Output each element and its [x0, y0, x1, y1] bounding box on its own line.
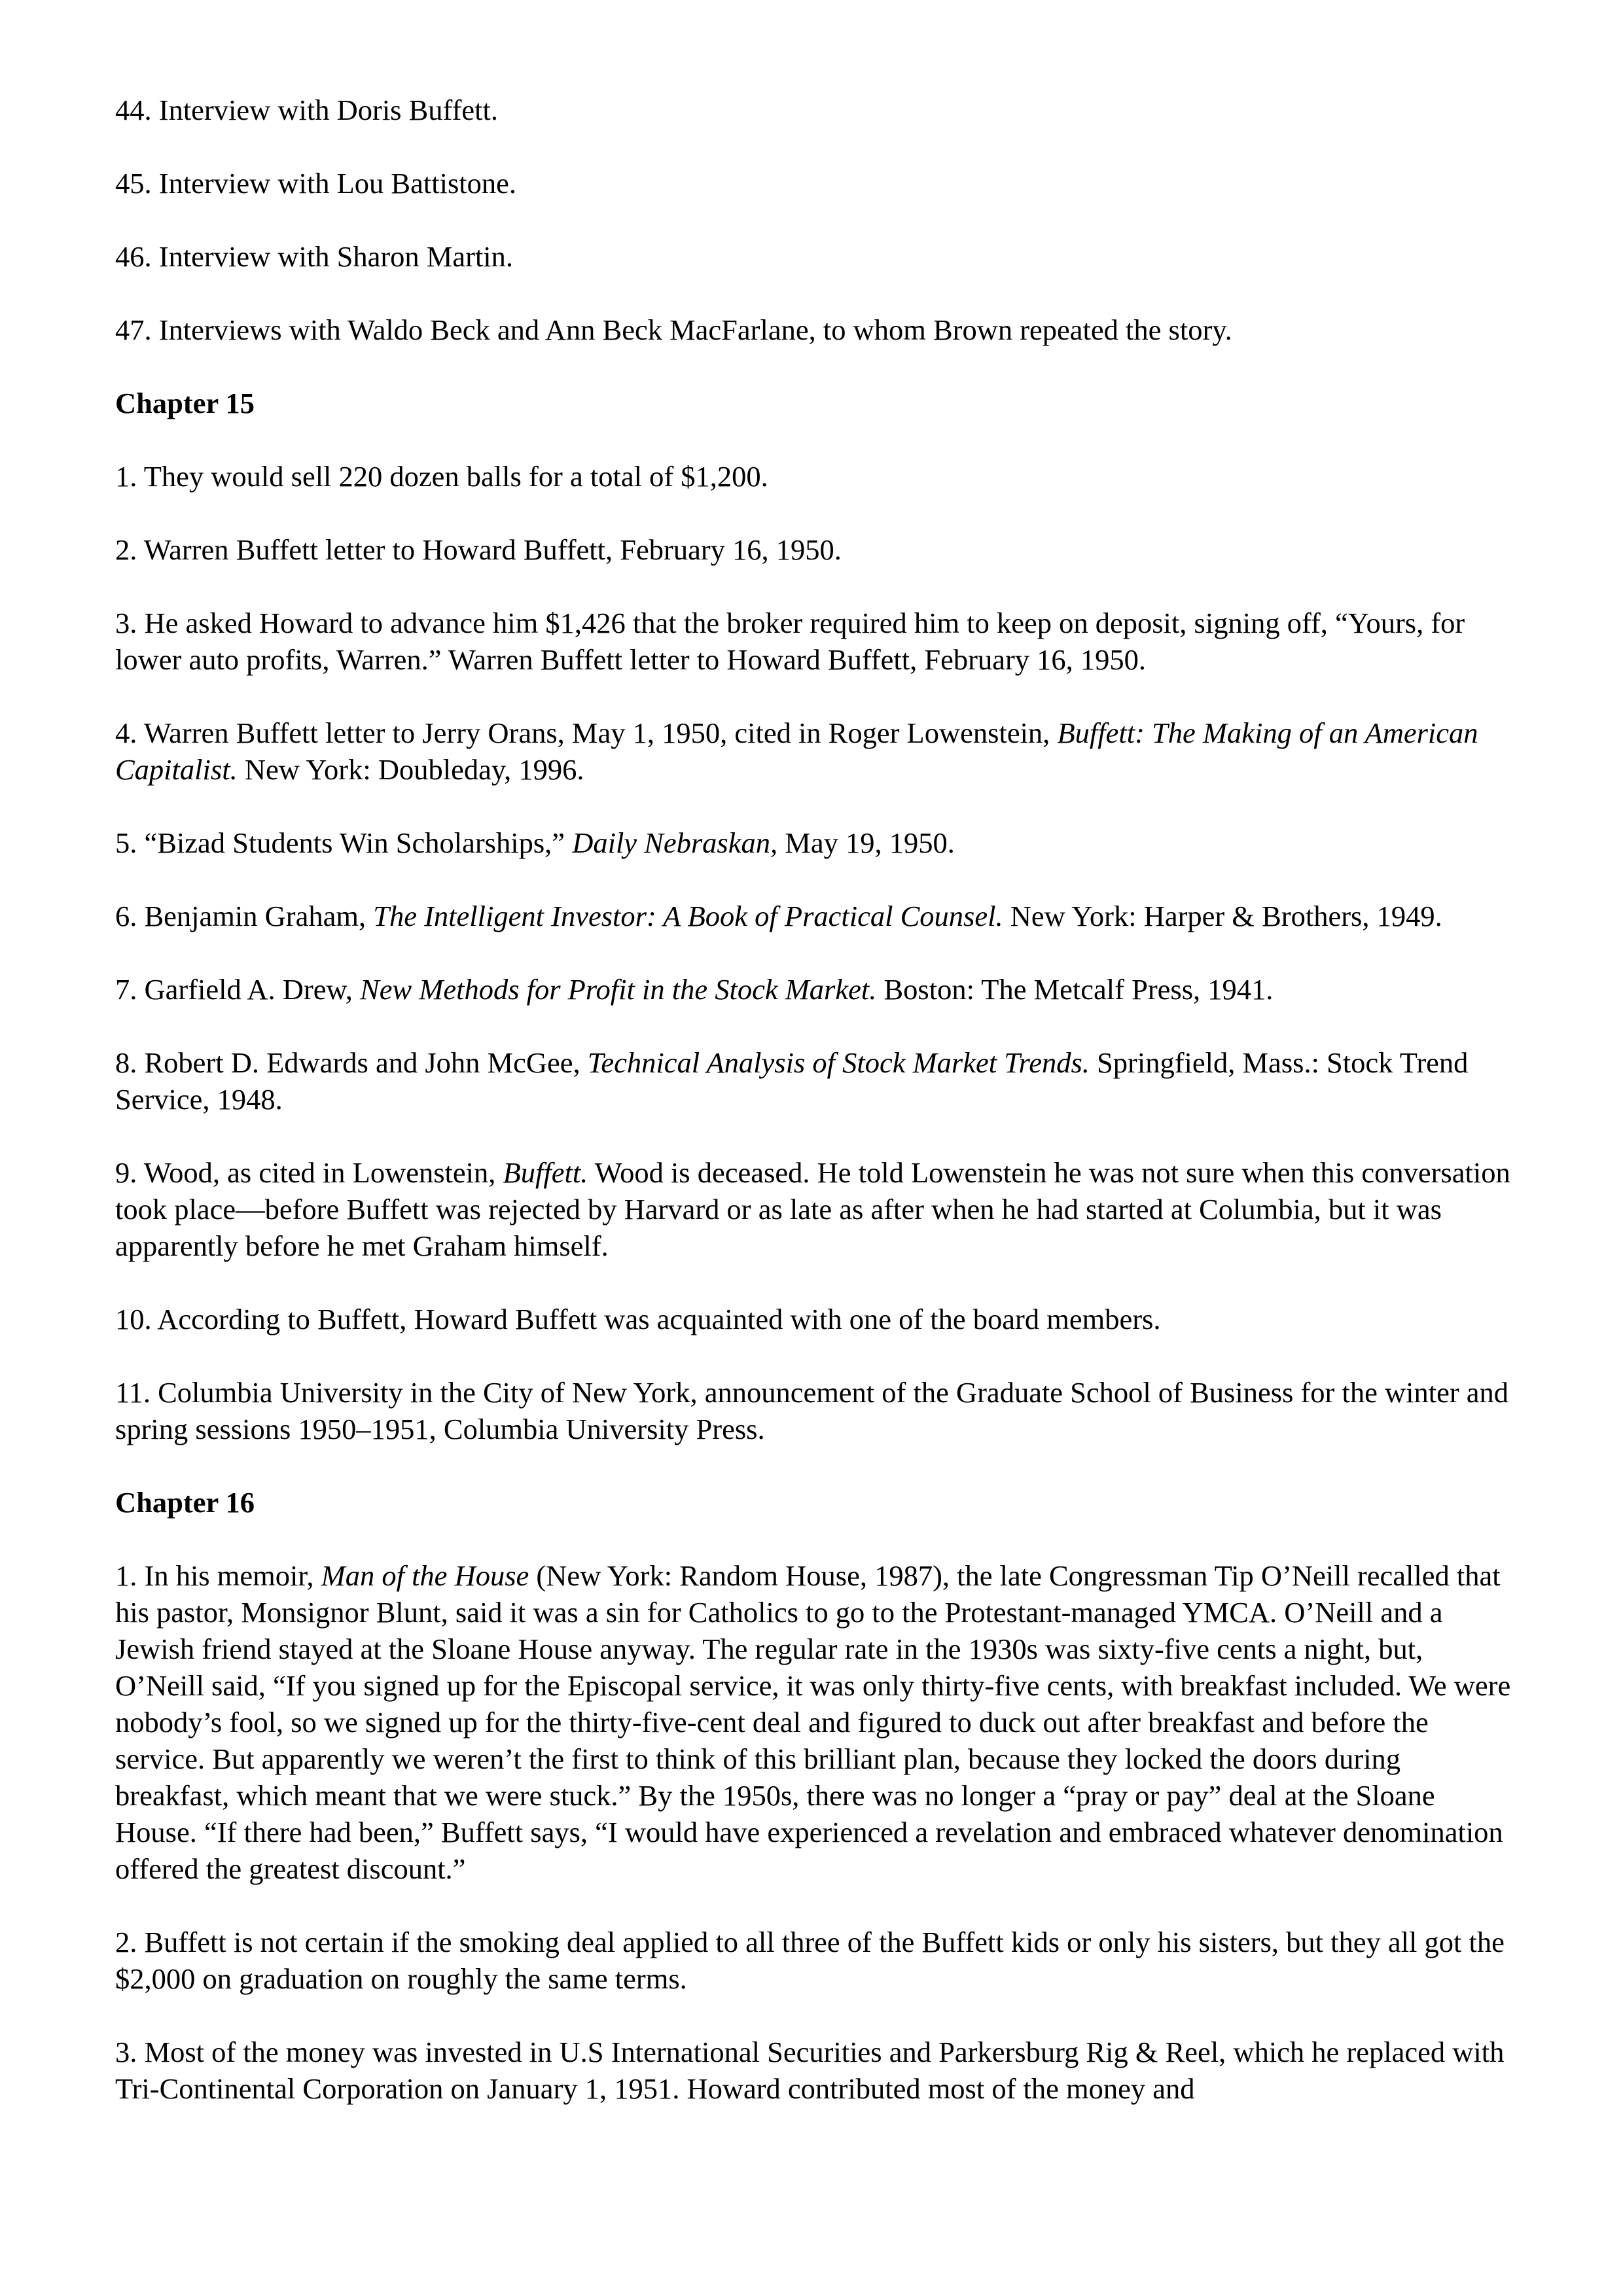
endnote-text: 3. He asked Howard to advance him $1,426 that the broker required him to keep on deposit, signing off, “Yours, for lower auto profits, Warren.” Warren Buffett letter to Howard Buffett, February 16, 1950.: [115, 607, 1465, 676]
endnote-title-italic: Man of the House: [321, 1559, 529, 1592]
endnote-text: 11. Columbia University in the City of New York, announcement of the Graduate School of Business for the winter and spring sessions 1950–1951, Columbia University Press.: [115, 1376, 1509, 1445]
endnote-text: (New York: Random House, 1987), the late Congressman Tip O’Neill recalled that his pastor, Monsignor Blunt, said it was a sin for Catholics to go to the Protestant-managed YMCA. O’Neill and a Jewish friend stayed at the Sloane House anyway. The regular rate in the 1930s was sixty-five cents a night, but, O’Neill said, “If you signed up for the Episcopal service, it was only thirty-five cents, with breakfast included. We were nobody’s fool, so we signed up for the thirty-five-cent deal and figured to duck out after breakfast and before the service. But apparently we weren’t the first to think of this brilliant plan, because they locked the doors during breakfast, which meant that we were stuck.” By the 1950s, there was no longer a “pray or pay” deal at the Sloane House. “If there had been,” Buffett says, “I would have experienced a revelation and embraced whatever denomination offered the greatest discount.”: [115, 1559, 1511, 1885]
endnote: [115, 2034, 1513, 2107]
endnote-text: 7. Garfield A. Drew,: [115, 973, 361, 1006]
endnote: [115, 1301, 1513, 1337]
endnote: [115, 165, 1513, 202]
endnote-text: 4. Warren Buffett letter to Jerry Orans, May 1, 1950, cited in Roger Lowenstein,: [115, 716, 1058, 749]
endnote-text: Wood is deceased. He told Lowenstein he was not sure when this conversation took place—before Buffett was rejected by Harvard or as late as after when he had started at Columbia, but it was apparently before he met Graham himself.: [115, 1156, 1510, 1262]
endnote-title-italic: Technical Analysis of Stock Market Trends.: [587, 1046, 1090, 1079]
endnote-title-italic: Daily Nebraskan,: [572, 826, 778, 859]
endnote-text: May 19, 1950.: [777, 826, 955, 859]
endnote-title-italic: New Methods for Profit in the Stock Market.: [360, 973, 877, 1006]
endnote-text: 5. “Bizad Students Win Scholarships,”: [115, 826, 573, 859]
endnote-text: 10. According to Buffett, Howard Buffett was acquainted with one of the board members.: [115, 1303, 1161, 1335]
endnote: [115, 1557, 1513, 1887]
endnote: [115, 1044, 1513, 1118]
endnote-text: 8. Robert D. Edwards and John McGee,: [115, 1046, 588, 1079]
endnote: [115, 531, 1513, 568]
endnote-text: 47. Interviews with Waldo Beck and Ann Beck MacFarlane, to whom Brown repeated the story.: [115, 313, 1232, 346]
endnote-text: New York: Doubleday, 1996.: [237, 753, 584, 786]
endnote-text: 1. In his memoir,: [115, 1559, 321, 1592]
endnote-text: 6. Benjamin Graham,: [115, 900, 374, 932]
endnote: [115, 1924, 1513, 1997]
endnote: [115, 715, 1513, 788]
endnote-text: 46. Interview with Sharon Martin.: [115, 240, 514, 273]
endnote-title-italic: The Intelligent Investor: A Book of Practical Counsel.: [373, 900, 1003, 932]
chapter-heading: Chapter 15: [115, 387, 255, 419]
document-page: [115, 92, 1513, 2144]
chapter-heading: Chapter 16: [115, 1486, 255, 1519]
endnote-text: 44. Interview with Doris Buffett.: [115, 94, 498, 126]
endnote-title-italic: Buffett: The Making of an American Capitalist.: [115, 716, 1478, 786]
endnote: [115, 1154, 1513, 1264]
endnote-text: 9. Wood, as cited in Lowenstein,: [115, 1156, 503, 1189]
endnote: [115, 1374, 1513, 1447]
endnote: [115, 971, 1513, 1008]
endnote: [115, 458, 1513, 495]
endnote-text: 45. Interview with Lou Battistone.: [115, 167, 517, 200]
endnote: [115, 92, 1513, 128]
endnote: [115, 238, 1513, 275]
endnote-text: 3. Most of the money was invested in U.S International Securities and Parkersburg Rig & Reel, which he replaced with Tri-Continental Corporation on January 1, 1951. Howard contributed most of the money and: [115, 2036, 1505, 2105]
endnote: [115, 898, 1513, 934]
endnote: [115, 605, 1513, 678]
endnote-title-italic: Buffett.: [503, 1156, 588, 1189]
endnote-text: 2. Warren Buffett letter to Howard Buffett, February 16, 1950.: [115, 533, 842, 566]
endnote-text: Springfield, Mass.: Stock Trend Service, 1948.: [115, 1046, 1469, 1116]
endnote: [115, 824, 1513, 861]
endnote-text: 2. Buffett is not certain if the smoking deal applied to all three of the Buffett kids or only his sisters, but they all got the $2,000 on graduation on roughly the same terms.: [115, 1926, 1505, 1995]
endnote-text: New York: Harper & Brothers, 1949.: [1003, 900, 1442, 932]
endnote-text: 1. They would sell 220 dozen balls for a total of $1,200.: [115, 460, 768, 493]
endnote: [115, 311, 1513, 348]
endnote-text: Boston: The Metcalf Press, 1941.: [876, 973, 1274, 1006]
